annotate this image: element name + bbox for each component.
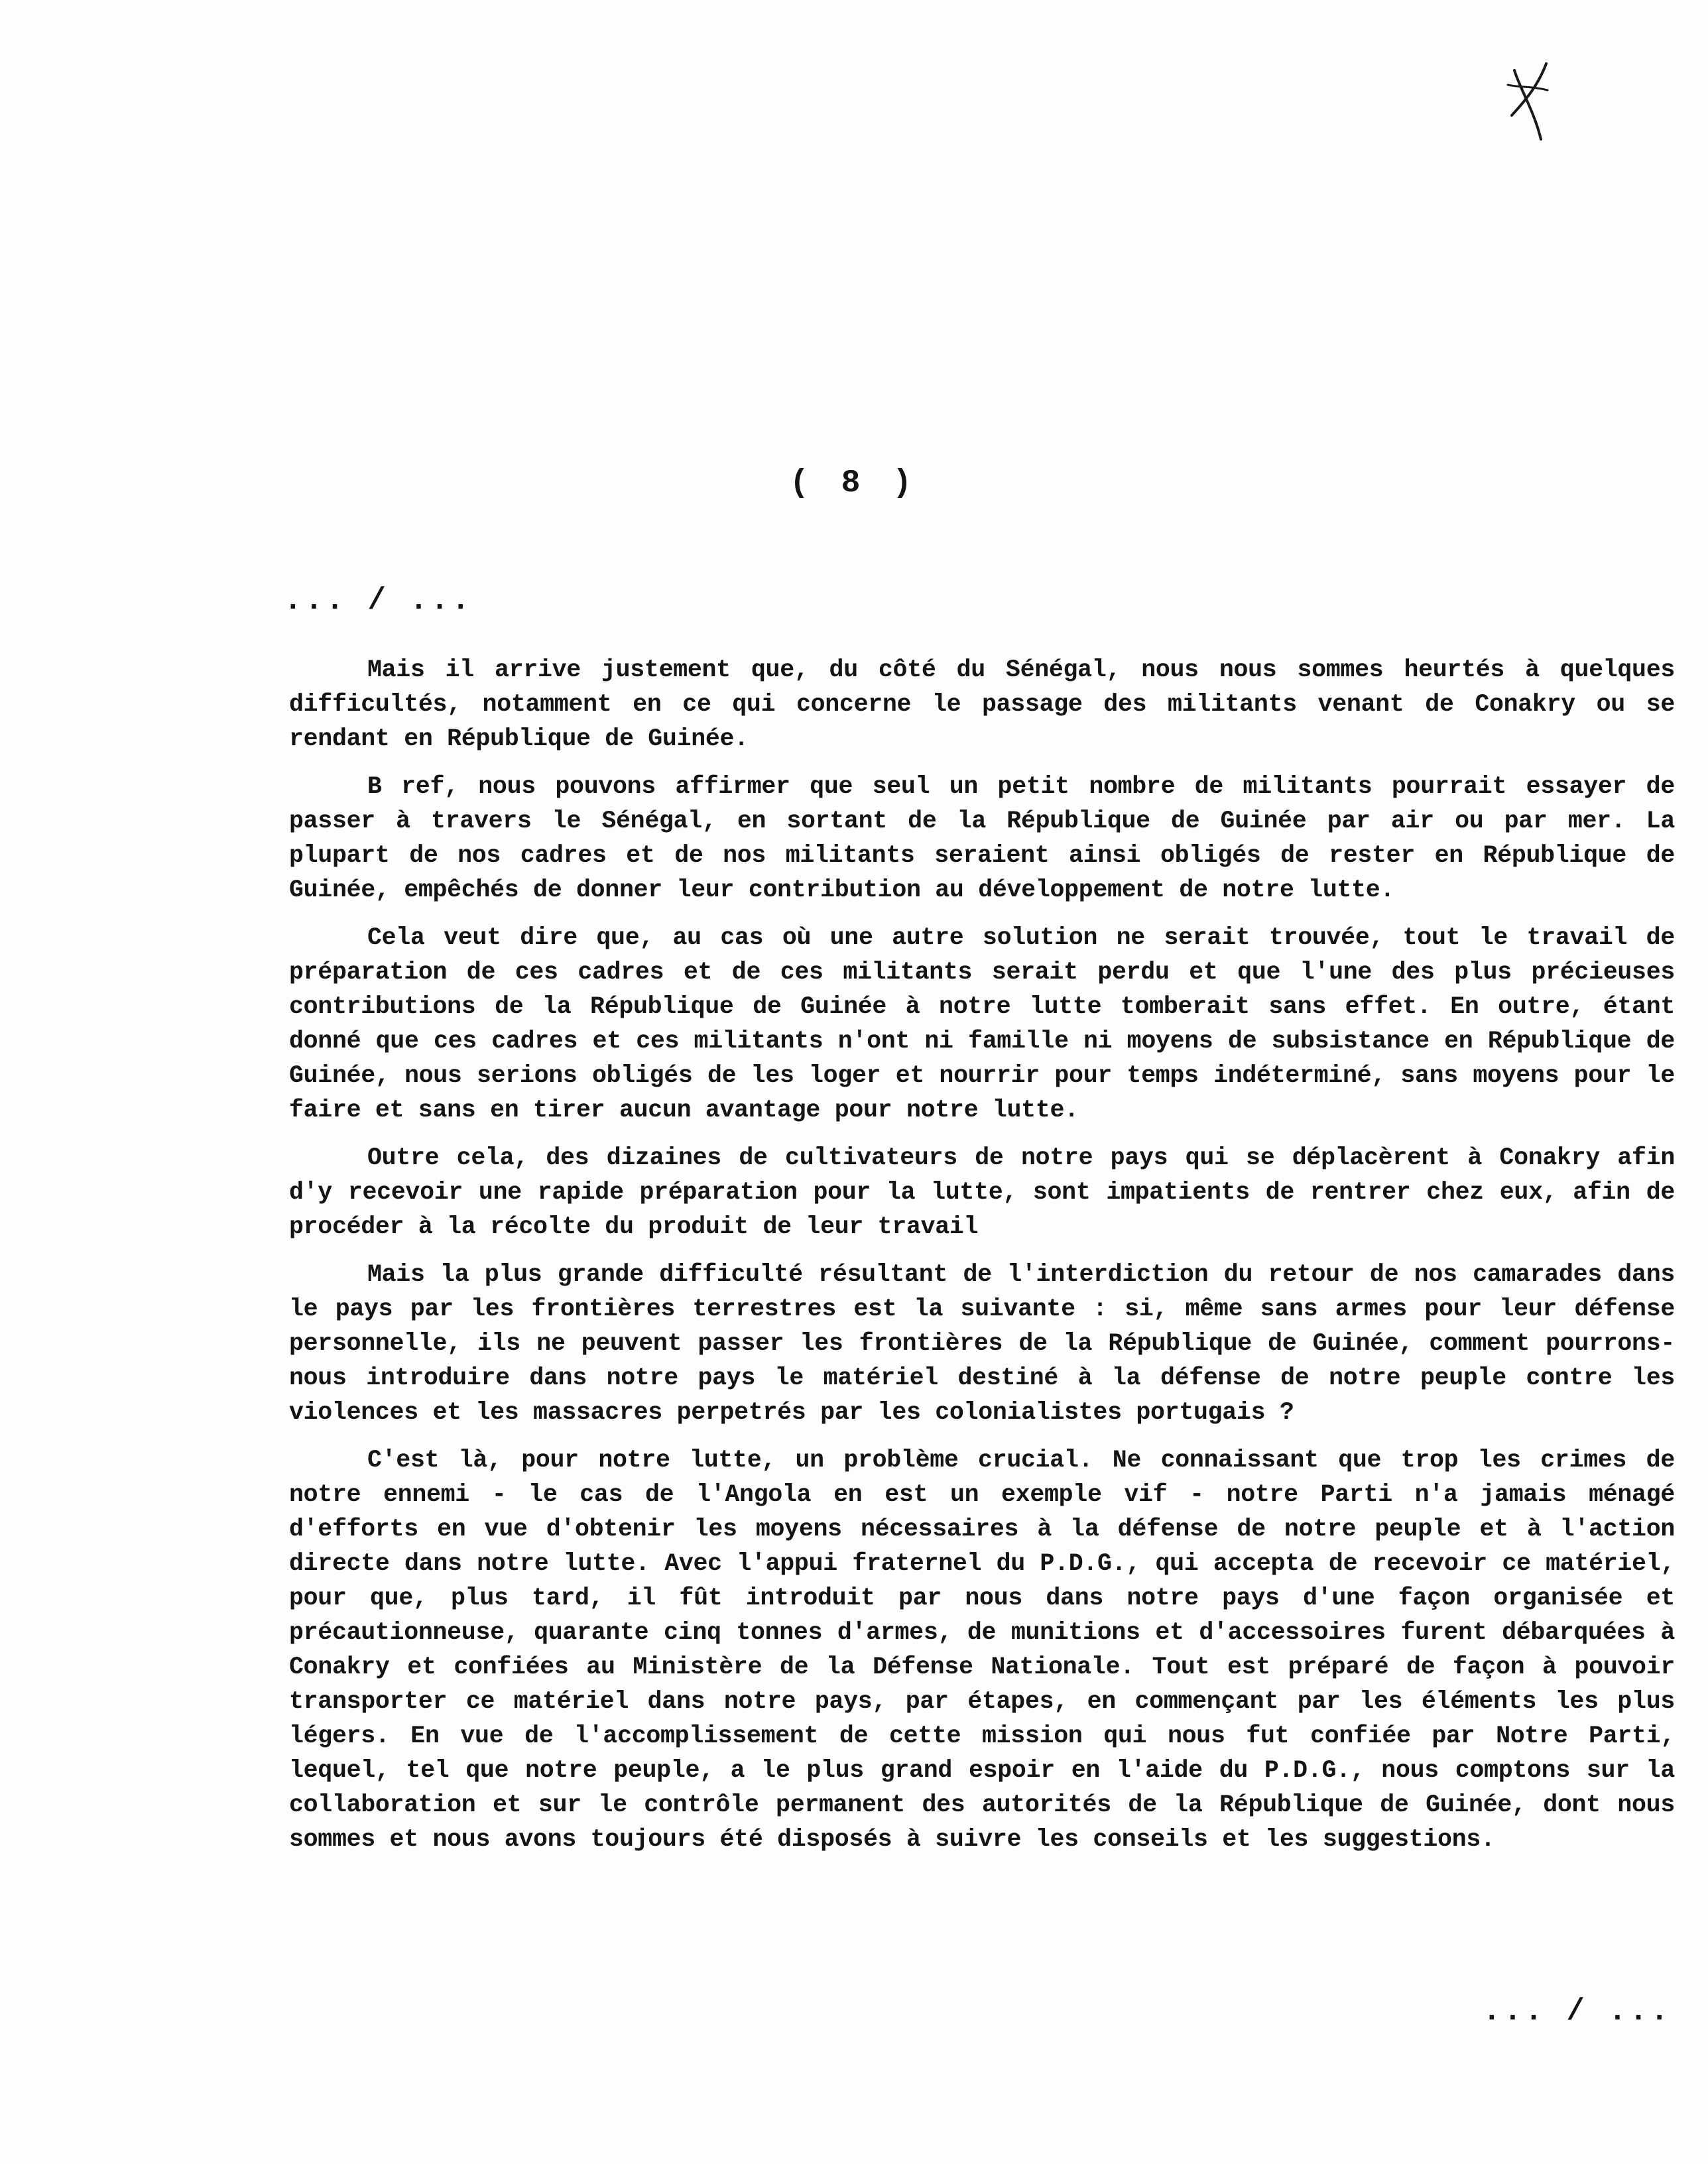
continuation-marker-top: ... / ... (284, 583, 473, 618)
paragraph: Cela veut dire que, au cas où une autre solution ne serait trouvée, tout le travail de préparation de ces cadres et de ces militants serait perdu et que l'une des plus précieuses contributions de la République de Guinée à notre lutte tomberait sans effet. En outre, étant donné que ces cadres et ces militants n'ont ni famille ni moyens de subsistance en République de Guinée, nous serions obligés de les loger et nourrir pour temps indéterminé, sans moyens pour le faire et sans en tirer aucun avantage pour notre lutte. (289, 924, 1675, 1124)
paragraph: B ref, nous pouvons affirmer que seul un petit nombre de militants pourrait essayer de passer à travers le Sénégal, en sortant de la République de Guinée par air ou par mer. La plupart de nos cadres et de nos militants seraient ainsi obligés de rester en République de Guinée, empêchés de donner leur contribution au développement de notre lutte. (289, 773, 1675, 904)
paragraph: Mais il arrive justement que, du côté du Sénégal, nous nous sommes heurtés à quelques difficultés, notamment en ce qui concerne le passage des militants venant de Conakry ou se rendant en République de Guinée. (289, 656, 1675, 752)
paragraph: Outre cela, des dizaines de cultivateurs de notre pays qui se déplacèrent à Conakry afin d'y recevoir une rapide préparation pour la lutte, sont impatients de rentrer chez eux, afin de procéder à la récolte du produit de leur travail (289, 1144, 1675, 1240)
handwritten-mark-icon (1500, 58, 1559, 145)
paragraph: Mais la plus grande difficulté résultant de l'interdiction du retour de nos camarades dans le pays par les frontières terrestres est la suivante : si, même sans armes pour leur défense personnelle, ils ne peuvent passer les frontières de la République de Guinée, comment pourrons-nous introduire dans notre pays le matériel destiné à la défense de notre peuple contre les violences et les massacres perpetrés par les colonialistes portugais ? (289, 1261, 1675, 1426)
body-text (289, 653, 1675, 1870)
continuation-marker-bottom: ... / ... (1483, 1994, 1672, 2029)
page-number: ( 8 ) (789, 465, 919, 501)
paragraph: C'est là, pour notre lutte, un problème crucial. Ne connaissant que trop les crimes de notre ennemi - le cas de l'Angola en est un exemple vif - notre Parti n'a jamais ménagé d'efforts en vue d'obtenir les moyens nécessaires à la défense de notre peuple et à l'action directe dans notre lutte. Avec l'appui fraternel du P.D.G., qui accepta de recevoir ce matériel, pour que, plus tard, il fût introduit par nous dans notre pays d'une façon organisée et précautionneuse, quarante cinq tonnes d'armes, de munitions et d'accessoires furent débarquées à Conakry et confiées au Ministère de la Défense Nationale. Tout est préparé de façon à pouvoir transporter ce matériel dans notre pays, par étapes, en commençant par les éléments les plus légers. En vue de l'accomplissement de cette mission qui nous fut confiée par Notre Parti, lequel, tel que notre peuple, a le plus grand espoir en l'aide du P.D.G., nous comptons sur la collaboration et sur le contrôle permanent des autorités de la République de Guinée, dont nous sommes et nous avons toujours été disposés à suivre les conseils et les suggestions. (289, 1447, 1675, 1853)
